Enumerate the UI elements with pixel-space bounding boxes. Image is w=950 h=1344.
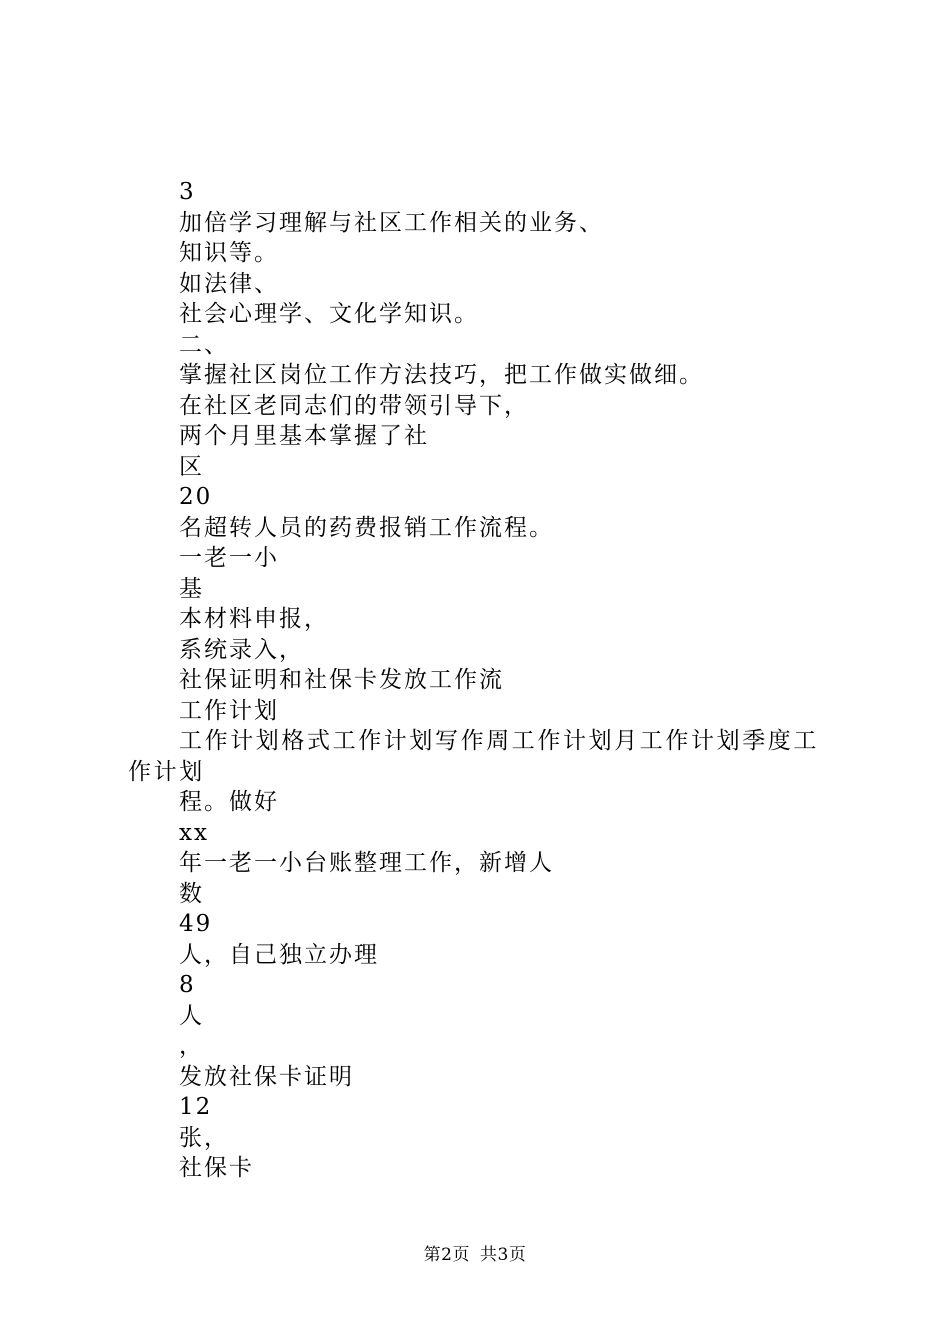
text-line: 在社区老同志们的带领引导下， (179, 392, 529, 419)
text-line: 系统录入， (179, 636, 304, 663)
text-line: ， (179, 1033, 204, 1059)
text-line: 人 (179, 1002, 204, 1029)
text-line: 工作计划 (179, 697, 279, 724)
text-line: 社保卡 (179, 1155, 254, 1181)
text-line: 3 (179, 179, 196, 205)
text-line: 基 (179, 575, 204, 602)
text-line: 工作计划格式工作计划写作周工作计划月工作计划季度工作计划 (128, 728, 819, 785)
text-line: 如法律、 (179, 270, 279, 297)
text-line: 年一老一小台账整理工作，新增人 (179, 850, 554, 876)
document-body (0, 177, 950, 1184)
text-line: 加倍学习理解与社区工作相关的业务、 (179, 209, 604, 236)
page-number-current: 第2页 (423, 1245, 470, 1265)
text-line: xx (179, 819, 209, 846)
text-line: 49 (179, 911, 213, 937)
text-line: 发放社保卡证明 (179, 1063, 354, 1090)
text-line: 20 (179, 484, 213, 510)
page-footer (0, 1243, 950, 1267)
page-number-total: 共3页 (480, 1245, 527, 1265)
text-line: 名超转人员的药费报销工作流程。 (179, 514, 554, 541)
text-line: 区 (179, 453, 204, 480)
text-line: 数 (179, 880, 204, 907)
text-line: 社会心理学、文化学知识。 (179, 301, 479, 327)
text-line: 一老一小 (179, 545, 279, 571)
text-line: 张， (179, 1124, 229, 1151)
text-line: 本材料申报， (179, 606, 329, 632)
text-line: 二、 (179, 331, 229, 358)
text-line: 掌握社区岗位工作方法技巧，把工作做实做细。 (179, 362, 704, 388)
text-line: 两个月里基本掌握了社 (179, 423, 429, 449)
text-line: 12 (179, 1094, 213, 1120)
text-line: 8 (179, 972, 196, 998)
text-line: 人，自己独立办理 (179, 941, 379, 968)
text-line: 知识等。 (179, 240, 279, 266)
text-line: 社保证明和社保卡发放工作流 (179, 667, 504, 693)
text-line: 程。做好 (179, 789, 279, 815)
